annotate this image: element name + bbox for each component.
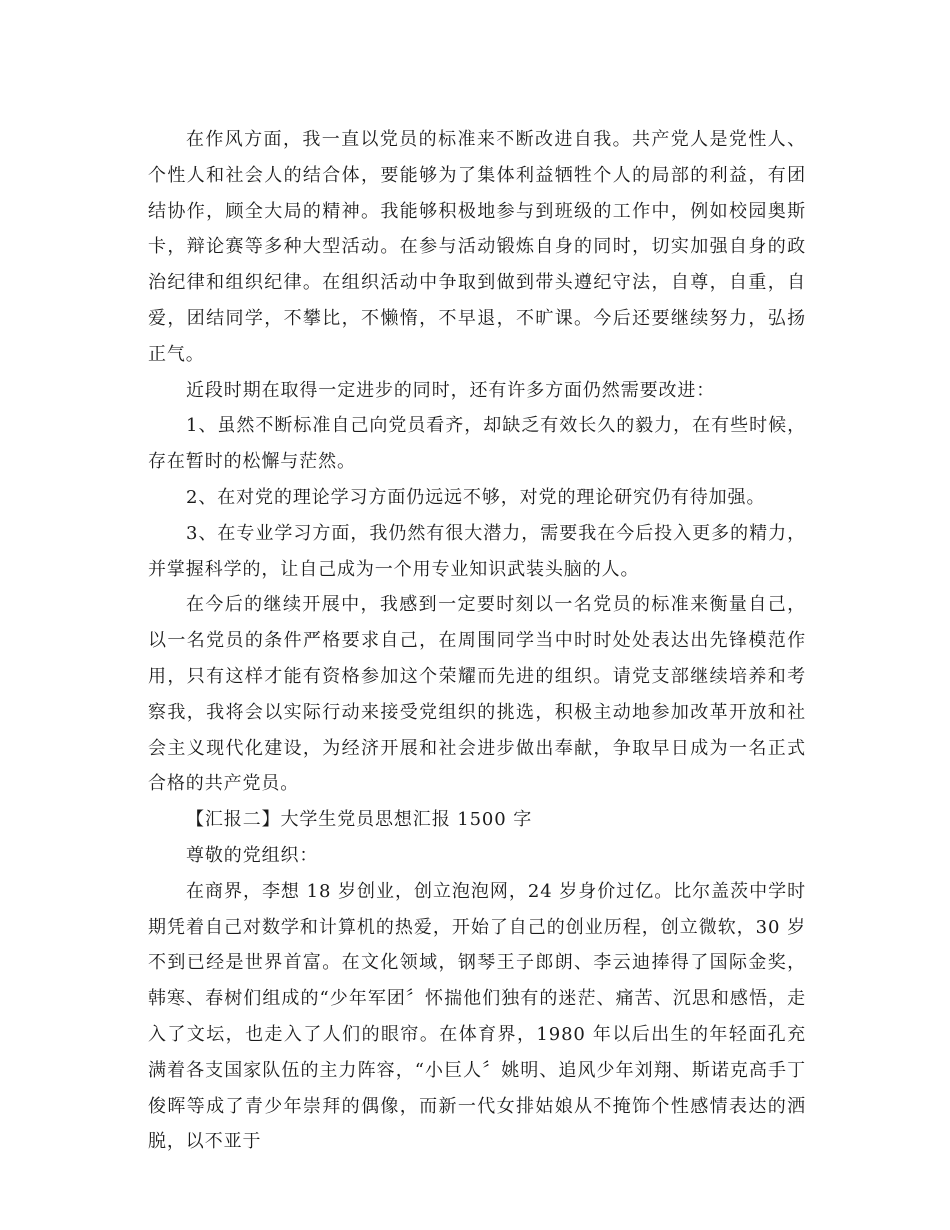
paragraph-point-2: 2、在对党的理论学习方面仍远远不够，对党的理论研究仍有待加强。 [186, 486, 766, 508]
paragraph-style: 在作风方面，我一直以党员的标准来不断改进自我。共产党人是党性人、个性人和社会人的结合体，要能够为了集体利益牺牲个人的局部的利益，有团结协作，顾全大局的精神。我能够积极地参与到班级的工作中，例如校园奥斯卡，辩论赛等多种大型活动。在参与活动锻炼自身的同时，切实加强自身的政治纪律和组织纪律。在组织活动中争取到做到带头遵纪守法，自尊，自重，自爱，团结同学，不攀比，不懒惰，不早退，不旷课。今后还要继续努力，弘扬正气。 [148, 129, 806, 365]
paragraph-improvement-intro: 近段时期在取得一定进步的同时，还有许多方面仍然需要改进： [186, 379, 716, 401]
paragraph-point-3: 3、在专业学习方面，我仍然有很大潜力，需要我在今后投入更多的精力，并掌握科学的，让自己成为一个用专业知识武装头脑的人。 [148, 522, 806, 580]
paragraph-examples: 在商界，李想 18 岁创业，创立泡泡网，24 岁身价过亿。比尔盖茨中学时期凭着自己对数学和计算机的热爱，开始了自己的创业历程，创立微软，30 岁不到已经是世界首富。在文化领域，钢琴王子郎朗、李云迪捧得了国际金奖，韩寒、春树们组成的“少年军团〞怀揣他们独有的迷茫、痛苦、沉思和感悟，走入了文坛，也走入了人们的眼帘。在体育界，1980 年以后出生的年轻面孔充满着各支国家队伍的主力阵容，“小巨人〞姚明、追风少年刘翔、斯诺克高手丁俊晖等成了青少年崇拜的偶像，而新一代女排姑娘从不掩饰个性感情表达的洒脱，以不亚于 [148, 880, 806, 1153]
salutation: 尊敬的党组织： [186, 844, 319, 866]
paragraph-conclusion: 在今后的继续开展中，我感到一定要时刻以一名党员的标准来衡量自己，以一名党员的条件严格要求自己，在周围同学当中时时处处表达出先锋模范作用，只有这样才能有资格参加这个荣耀而先进的组织。请党支部继续培养和考察我，我将会以实际行动来接受党组织的挑选，积极主动地参加改革开放和社会主义现代化建设，为经济开展和社会进步做出奉献，争取早日成为一名正式合格的共产党员。 [148, 594, 806, 795]
document-body [148, 122, 806, 1160]
paragraph-point-1: 1、虽然不断标准自己向党员看齐，却缺乏有效长久的毅力，在有些时候，存在暂时的松懈与茫然。 [148, 415, 806, 473]
section-heading: 【汇报二】大学生党员思想汇报 1500 字 [186, 809, 533, 831]
